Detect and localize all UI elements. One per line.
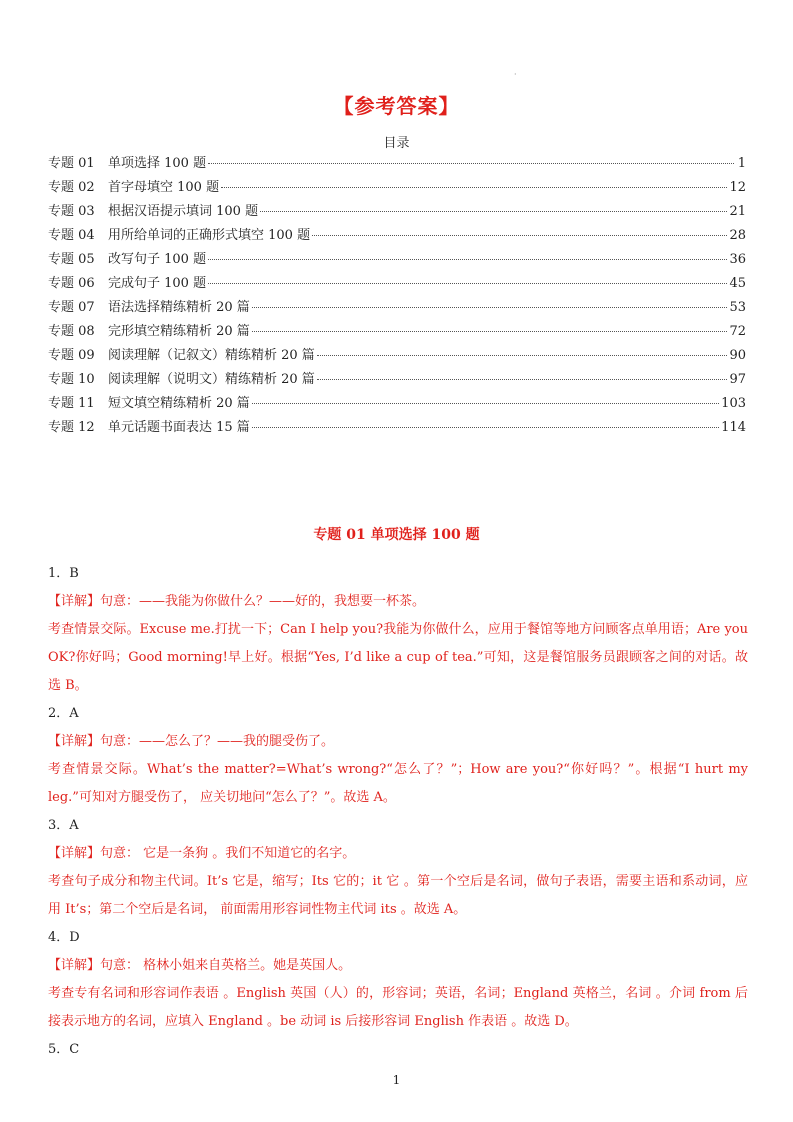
toc-entry-number: 专题 08: [48, 324, 95, 339]
toc-entry-number: 专题 07: [48, 300, 95, 315]
toc-entry-page: 53: [729, 300, 746, 315]
answer-detail: 【详解】句意：——我能为你做什么？——好的，我想要一杯茶。: [48, 594, 426, 609]
toc-entry-label: 阅读理解（说明文）精练精析 20 篇: [108, 372, 315, 387]
toc-entry[interactable]: [48, 224, 746, 248]
toc-entry-number: 专题 06: [48, 276, 95, 291]
dot-leader: [317, 355, 728, 356]
toc-entry[interactable]: [48, 248, 746, 272]
toc-entry[interactable]: [48, 200, 746, 224]
toc-entry[interactable]: [48, 416, 746, 440]
dot-leader: [260, 211, 727, 212]
toc-entry-page: 45: [729, 276, 746, 291]
toc-heading: 目录: [383, 136, 410, 151]
toc-entry[interactable]: [48, 392, 746, 416]
toc-entry-number: 专题 11: [48, 396, 95, 411]
answer-analysis: 考查情景交际。Excuse me.打扰一下；Can I help you?我能为你做什么，应用于餐馆等地方问顾客点单用语；Are you OK?你好吗；Good morning!早上好。根据“Yes, I’d like a cup of tea.”可知，这是餐馆服务员跟顾客之间的对话。故选 B。: [48, 622, 748, 693]
toc-entry-label: 首字母填空 100 题: [108, 180, 220, 195]
toc-entry-number: 专题 10: [48, 372, 95, 387]
dot-leader: [208, 259, 727, 260]
toc-entry-label: 单项选择 100 题: [108, 156, 207, 171]
toc-entry-number: 专题 01: [48, 156, 95, 171]
answer-analysis: 考查句子成分和物主代词。It’s 它是，缩写；Its 它的；it 它 。第一个空后是名词，做句子表语，需要主语和系动词，应用 It’s；第二个空后是名词， 前面需用形容词性物主代词 its 。故选 A。: [48, 874, 748, 917]
toc-entry-number: 专题 04: [48, 228, 95, 243]
dot-leader: [252, 427, 719, 428]
answer-number: 2．A: [48, 706, 79, 721]
toc-entry[interactable]: [48, 368, 746, 392]
toc-entry[interactable]: [48, 176, 746, 200]
toc-entry[interactable]: [48, 296, 746, 320]
table-of-contents: [48, 152, 746, 440]
toc-entry-page: 103: [721, 396, 746, 411]
toc-entry-page: 1: [737, 156, 746, 171]
answer-number: 4．D: [48, 930, 80, 945]
toc-entry-number: 专题 05: [48, 252, 95, 267]
toc-entry-label: 用所给单词的正确形式填空 100 题: [108, 228, 311, 243]
page-title: 【参考答案】: [333, 94, 460, 118]
answer-item: [48, 924, 748, 1036]
toc-entry[interactable]: [48, 272, 746, 296]
toc-entry-number: 专题 09: [48, 348, 95, 363]
dot-leader: [208, 283, 727, 284]
toc-entry-number: 专题 03: [48, 204, 95, 219]
toc-entry-label: 改写句子 100 题: [108, 252, 207, 267]
answer-item: [48, 560, 748, 700]
toc-entry-number: 专题 12: [48, 420, 95, 435]
answer-number: 1．B: [48, 566, 79, 581]
toc-entry[interactable]: [48, 152, 746, 176]
dot-leader: [312, 235, 727, 236]
answer-item: [48, 700, 748, 812]
toc-entry[interactable]: [48, 320, 746, 344]
answer-detail: 【详解】句意： 它是一条狗 。我们不知道它的名字。: [48, 846, 356, 861]
answer-item: [48, 1036, 748, 1064]
toc-entry[interactable]: [48, 344, 746, 368]
answer-detail: 【详解】句意：——怎么了？——我的腿受伤了。: [48, 734, 335, 749]
dot-leader: [252, 403, 719, 404]
answer-detail: 【详解】句意： 格林小姐来自英格兰。她是英国人。: [48, 958, 352, 973]
toc-entry-label: 短文填空精练精析 20 篇: [108, 396, 250, 411]
toc-entry-page: 28: [729, 228, 746, 243]
answer-number: 5．C: [48, 1042, 80, 1057]
dot-leader: [252, 331, 728, 332]
toc-entry-label: 完成句子 100 题: [108, 276, 207, 291]
toc-entry-label: 完形填空精练精析 20 篇: [108, 324, 250, 339]
toc-entry-page: 36: [729, 252, 746, 267]
toc-entry-label: 阅读理解（记叙文）精练精析 20 篇: [108, 348, 315, 363]
page-number: 1: [392, 1073, 401, 1087]
toc-entry-page: 21: [729, 204, 746, 219]
answer-number: 3．A: [48, 818, 79, 833]
toc-entry-page: 90: [729, 348, 746, 363]
toc-entry-page: 97: [729, 372, 746, 387]
dot-leader: [252, 307, 728, 308]
answer-item: [48, 812, 748, 924]
dot-leader: [208, 163, 734, 164]
dot-leader: [317, 379, 728, 380]
toc-entry-page: 72: [729, 324, 746, 339]
toc-entry-label: 单元话题书面表达 15 篇: [108, 420, 250, 435]
stray-dot: ·: [514, 70, 517, 79]
toc-entry-label: 语法选择精练精析 20 篇: [108, 300, 250, 315]
toc-entry-label: 根据汉语提示填词 100 题: [108, 204, 259, 219]
answer-list: [48, 560, 748, 1064]
toc-entry-page: 114: [721, 420, 746, 435]
dot-leader: [221, 187, 727, 188]
section-title: 专题 01 单项选择 100 题: [313, 527, 480, 543]
toc-entry-page: 12: [729, 180, 746, 195]
answer-analysis: 考查情景交际。What’s the matter?=What’s wrong?“怎么了？”；How are you?“你好吗？”。根据“I hurt my leg.”可知对方腿受伤了， 应关切地问“怎么了？”。故选 A。: [48, 762, 748, 805]
toc-entry-number: 专题 02: [48, 180, 95, 195]
answer-analysis: 考查专有名词和形容词作表语 。English 英国（人）的，形容词；英语，名词；England 英格兰，名词 。介词 from 后接表示地方的名词，应填入 England 。be 动词 is 后接形容词 English 作表语 。故选 D。: [48, 986, 748, 1029]
